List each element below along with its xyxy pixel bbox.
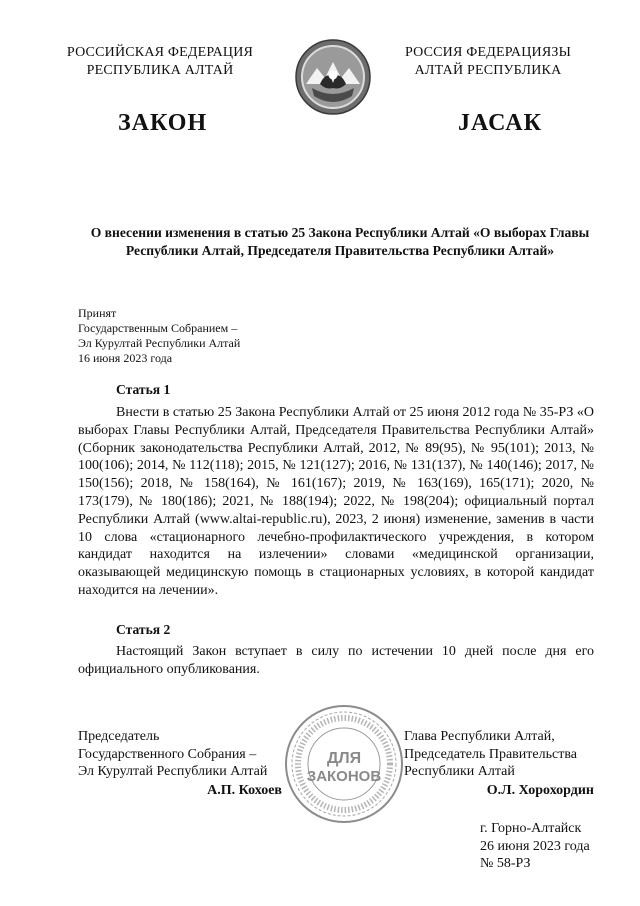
signature-left-name: А.П. Кохоев <box>207 783 282 798</box>
signature-right-name-wrap <box>404 782 594 800</box>
header-left-line-2: РЕСПУБЛИКА АЛТАЙ <box>86 63 234 78</box>
signature-right-line-1: Глава Республики Алтай, <box>404 729 555 744</box>
signature-right <box>404 728 577 781</box>
place: г. Горно-Алтайск <box>480 821 582 836</box>
signature-right-line-2: Председатель Правительства <box>404 746 577 762</box>
header-right-line-1: РОССИЯ ФЕДЕРАЦИЯЗЫ <box>404 45 572 60</box>
adopted-block <box>78 306 240 366</box>
header-right-line-2: АЛТАЙ РЕСПУБЛИКА <box>414 63 562 78</box>
header-left-line-1: РОССИЙСКАЯ ФЕДЕРАЦИЯ <box>66 45 254 60</box>
signature-left-line-2: Государственного Собрания – <box>78 746 257 762</box>
header-right <box>372 44 604 80</box>
place-date-number <box>480 820 590 873</box>
signature-left <box>78 728 267 781</box>
stamp-text-line-2: ЗАКОНОВ <box>306 768 382 785</box>
signature-left-line-1: Председатель <box>78 729 160 744</box>
stamp-text-line-1: ДЛЯ <box>326 750 362 767</box>
header-left <box>40 44 280 80</box>
coat-of-arms-emblem <box>294 38 372 116</box>
article-2-heading: Статья 2 <box>116 622 171 637</box>
article-2-text: Настоящий Закон вступает в силу по истечении 10 дней после дня его официального опубликования. <box>78 644 594 677</box>
document-title: О внесении изменения в статью 25 Закона Республики Алтай «О выборах Главы Республики Алтай, Председателя Правительства Республики Алтай» <box>90 225 590 258</box>
law-number: № 58-РЗ <box>480 856 531 871</box>
stamp-seal <box>282 702 406 826</box>
signature-right-name: О.Л. Хорохордин <box>486 783 594 798</box>
law-title-alt: ЈАСАК <box>458 110 543 136</box>
signature-left-name-wrap <box>78 782 282 800</box>
law-title-ru: ЗАКОН <box>118 110 208 136</box>
article-1-heading: Статья 1 <box>116 382 171 397</box>
adopted-line-3: Эл Курултай Республики Алтай <box>78 336 241 350</box>
adopted-line-4: 16 июня 2023 года <box>78 351 173 365</box>
signature-right-line-3: Республики Алтай <box>404 764 515 779</box>
signature-left-line-3: Эл Курултай Республики Алтай <box>78 764 268 779</box>
article-1-text: Внести в статью 25 Закона Республики Алтай от 25 июня 2012 года № 35-РЗ «О выборах Главы Республики Алтай, Председателя Правительства Республики Алтай» (Сборник законодательства Республики Алтай, 2012, № 89(95), № 95(101); 2013, № 100(106); 2014, № 112(118); 2015, № 121(127); 2016, № 131(137), № 140(146); 2017, № 150(156); 2018, № 158(164), № 161(167); 2019, № 163(169), 165(171); 2020, № 173(179), № 180(186); 2021, № 188(194); 2022, № 198(204); официальный портал Республики Алтай (www.altai-republic.ru), 2023, 2 июня) изменение, заменив в части 10 слова «стационарного лечебно-профилактического учреждения, в котором кандидат находится на излечении» словами «медицинской организации, оказывающей медицинскую помощь в стационарных условиях, в которой кандидат находится на лечении». <box>78 405 594 598</box>
date: 26 июня 2023 года <box>480 838 590 854</box>
adopted-line-1: Принят <box>78 306 117 320</box>
adopted-line-2: Государственным Собранием – <box>78 321 238 335</box>
